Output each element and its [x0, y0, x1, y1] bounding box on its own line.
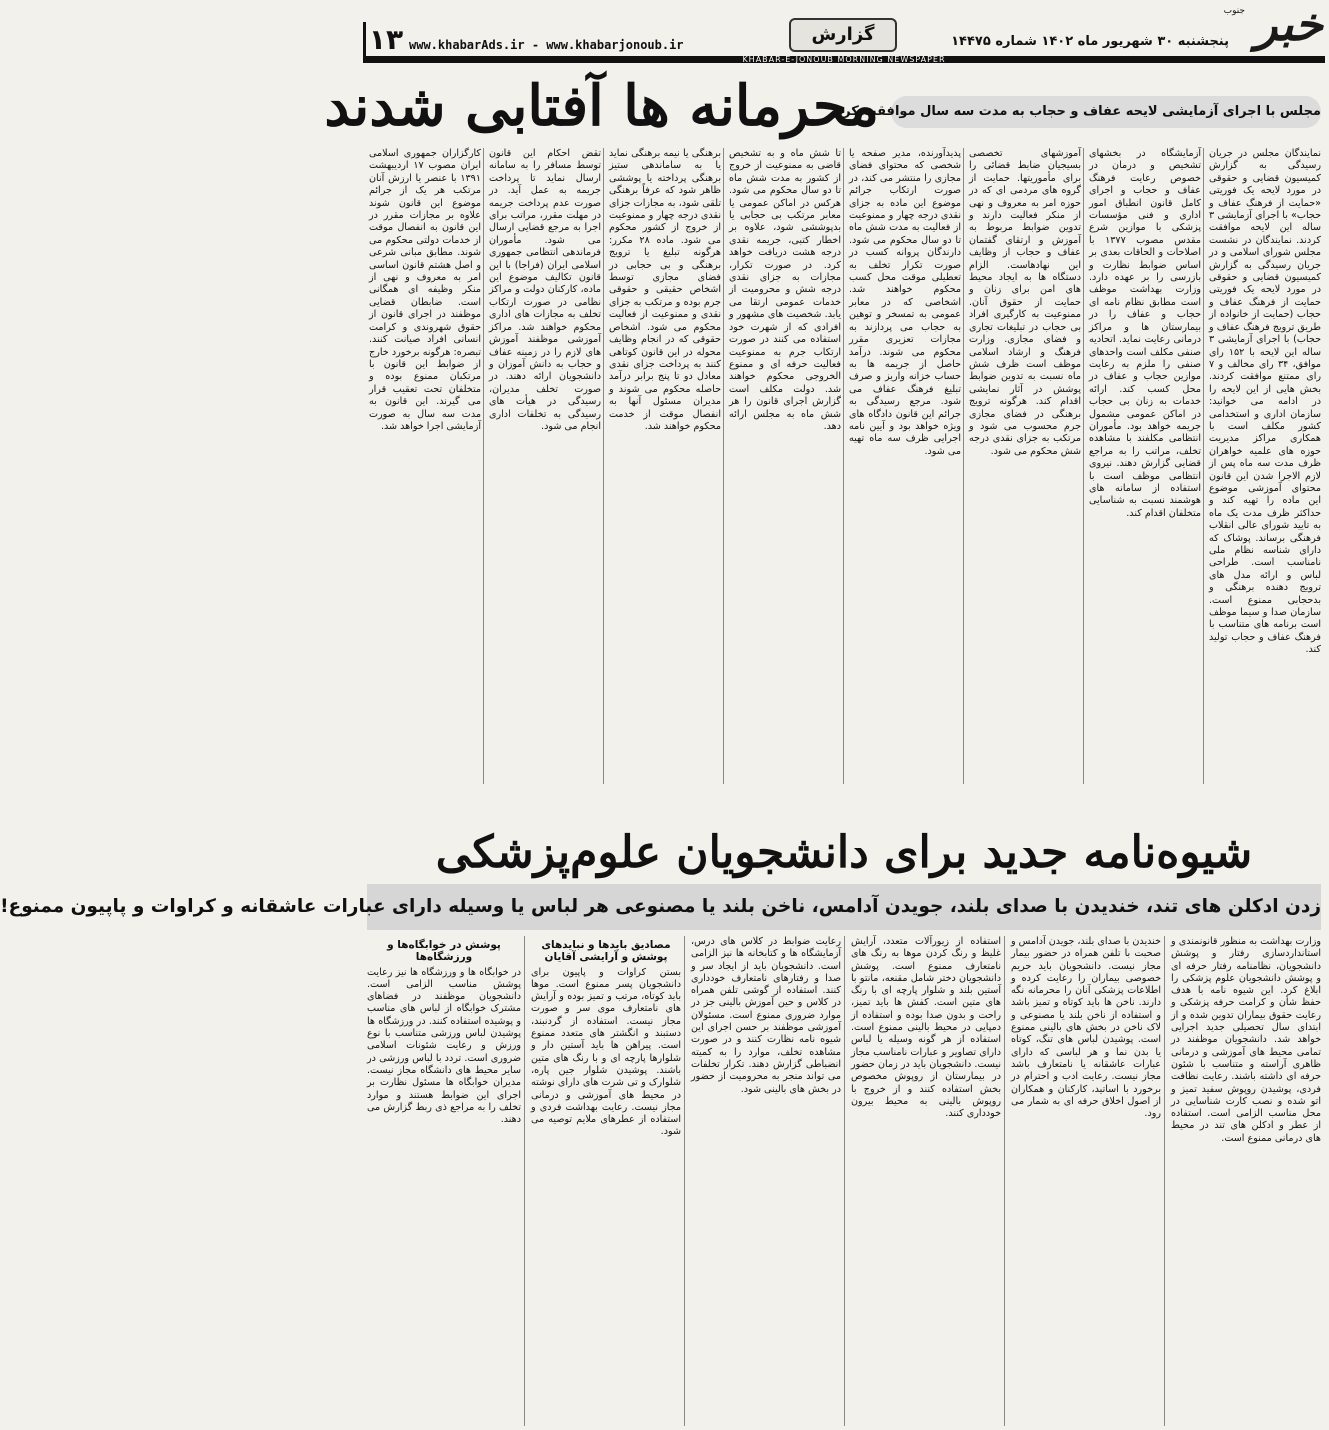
issue-date-line: پنجشنبه ۳۰ شهریور ماه ۱۴۰۲ شماره ۱۴۴۷۵: [951, 34, 1229, 49]
column-divider: [684, 936, 685, 1426]
article1-column: تقض احکام این قانون توسط مسافر را به سامانه ارسال نماید تا پرداخت جریمه به عمل آید. در صورت عدم پرداخت جریمه در مهلت مقرر، مراتب برای اجرا به مرجع قضایی ارسال می شود. مأموران فرماندهی انتظامی جمهوری اسلامی ایران (فراجا) با این قانون تکالیف موضوع این ماده، کارکنان دولت و مراکز نظامی در صورت ارتکاب تخلف به مجازات های اداری محکوم خواهند شد. مراکز آموزشی موظفند آموزش های لازم را در زمینه عفاف و حجاب به دانش آموزان و دانشجویان ارائه دهند. در صورت تخلف مدیران، رسیدگی در هیأت های رسیدگی به تخلفات اداری انجام می شود.: [489, 148, 601, 432]
article2-headline: شیوه‌نامه جدید برای دانشجویان علوم‌پزشکی: [435, 827, 1253, 878]
logo-subtitle: جنوب: [1223, 6, 1245, 16]
column-divider: [1083, 148, 1084, 784]
column-divider: [844, 936, 845, 1426]
article2-column: خندیدن با صدای بلند، جویدن آدامس و صحبت با تلفن همراه در حضور بیمار مجاز نیست. دانشجویان باید حریم خصوصی بیماران را رعایت کرده و اطلاعات پزشکی آنان را محرمانه نگه دارند. ناخن ها باید کوتاه و تمیز باشد و استفاده از ناخن بلند یا مصنوعی و لاک ناخن در بخش های بالینی ممنوع است. پوشیدن لباس های تنگ، کوتاه یا بدن نما و هر لباسی که دارای عبارات عاشقانه یا نامتعارف باشد مجاز نیست. رعایت ادب و احترام در برخورد با اساتید، کارکنان و همکاران از اصول اخلاق حرفه ای به شمار می رود.: [1011, 936, 1161, 1120]
article2-column: [367, 936, 521, 1426]
masthead-tagline: KHABAR-E-JONOUB MORNING NEWSPAPER: [742, 55, 946, 64]
article2-kicker: زدن ادکلن های تند، خندیدن با صدای بلند، جویدن آدامس، ناخن بلند یا مصنوعی هر لباس یا وسیله دارای عبارات عاشقانه و کراوات و پاپیون ممنوع!: [367, 884, 1321, 930]
article1-headline: محرمانه ها آفتابی شدند: [324, 73, 879, 139]
article1-column: برهنگی یا نیمه برهنگی نماید یا به ساماندهی ستیز برهنگی پرداخته یا پوششی ظاهر شود که عرفاً برهنگی تلقی شود، به مجازات جزای نقدی درجه چهار و ممنوعیت از خروج از کشور محکوم می شود. ماده ۲۸ مکرر: هرگونه تبلیغ یا ترویج برهنگی و بی حجابی در فضای مجازی توسط اشخاص حقیقی و حقوقی جرم بوده و مرتکب به جزای نقدی و ممنوعیت از فعالیت محکوم می شود. اشخاص حقوقی که در انجام وظایف محوله در این قانون کوتاهی کنند به پرداخت جزای نقدی معادل دو تا پنج برابر درآمد حاصله محکوم می شوند و مدیران مسئول آنها به انفصال موقت از خدمت محکوم خواهند شد.: [609, 148, 721, 432]
masthead: [359, 0, 1329, 66]
article1-kicker: مجلس با اجرای آزمایشی لایحه عفاف و حجاب به مدت سه سال موافقت کرد: [891, 96, 1321, 128]
article2-column: رعایت ضوابط در کلاس های درس، آزمایشگاه ها و کتابخانه ها نیز الزامی است. دانشجویان باید از ایجاد سر و صدا و رفتارهای نامتعارف خودداری کنند. استفاده از گوشی تلفن همراه در کلاس و حین آموزش بالینی جز در موارد ضروری ممنوع است. مسئولان آموزشی موظفند بر حسن اجرای این شیوه نامه نظارت کنند و در صورت مشاهده تخلف، موارد را به کمیته انضباطی گزارش دهند. تکرار تخلفات می تواند منجر به محرومیت از حضور در بخش های بالینی شود.: [691, 936, 841, 1095]
article2-column: [531, 936, 681, 1426]
column-divider: [1164, 936, 1165, 1426]
article2-subhead: مصادیق بایدها و نبایدهای پوشش و آرایشی آقایان: [541, 939, 671, 964]
column-divider: [1203, 148, 1204, 784]
column-divider: [524, 936, 525, 1426]
article1-column: آزمایشگاه در بخشهای تشخیص و درمان در خصوص رعایت فرهنگ عفاف و حجاب و اجرای کامل قانون انطباق امور اداری و فنی مؤسسات پزشکی با موازین شرع مقدس مصوب ۱۳۷۷ با اصلاحات و الحاقات بعدی بر اساس ضوابط نظارت و بازرسی را بر عهده دارد. وزارت بهداشت موظف است مطابق نظام نامه ای حجاب و عفاف را در بیمارستان ها و مراکز درمانی رعایت نماید. اتحادیه صنفی مکلف است واحدهای صنفی را ملزم به رعایت موازین حجاب و عفاف در محل کسب کند. ارائه خدمات به زنان بی حجاب در اماکن عمومی مشمول جریمه خواهد بود. مأموران انتظامی مکلفند با مشاهده تخلف، مراتب را به مراجع قضایی گزارش دهند. نیروی انتظامی موظف است با استفاده از سامانه های هوشمند نسبت به شناسایی متخلفان اقدام کند.: [1089, 148, 1201, 519]
column-divider: [483, 148, 484, 784]
column-divider: [603, 148, 604, 784]
article2-column-text: بستن کراوات و پاپیون برای دانشجویان پسر ممنوع است. موها باید کوتاه، مرتب و تمیز بوده و آرایش های نامتعارف موی سر و صورت مجاز نیست. استفاده از گردنبند، دستبند و انگشتر های متعدد ممنوع است. پیراهن ها باید آستین دار و شلوارها پارچه ای و با رنگ های متین باشند. پوشیدن شلوار جین پاره، شلوارک و تی شرت های دارای نوشته در محیط های آموزشی و درمانی مجاز نیست. رعایت بهداشت فردی و استفاده از عطرهای ملایم توصیه می شود.: [531, 966, 681, 1138]
article1-body: [367, 148, 1321, 784]
article1-column: تا شش ماه و به تشخیص قاضی به ممنوعیت از خروج از کشور به مدت شش ماه تا دو سال محکوم می شود. هرکس در اماکن عمومی یا معابر مرتکب بی حجابی یا بدپوششی شود، علاوه بر اخطار کتبی، جریمه نقدی درجه هشت دریافت خواهد کرد. در صورت تکرار، مجازات به جزای نقدی درجه شش و محرومیت از خدمات عمومی ارتقا می یابد. شخصیت های مشهور و افرادی که از شهرت خود استفاده می کنند در صورت ارتکاب جرم به ممنوعیت فعالیت حرفه ای و ممنوع الخروجی محکوم خواهند شد. دولت مکلف است گزارش اجرای قانون را هر شش ماه به مجلس ارائه دهد.: [729, 148, 841, 432]
article1-column: نمایندگان مجلس در جریان رسیدگی به گزارش کمیسیون قضایی و حقوقی در مورد لایحه یک فوریتی «حمایت از فرهنگ عفاف و حجاب» با اجرای آزمایشی ۳ ساله این لایحه موافقت کردند. نمایندگان در نشست مجلس شورای اسلامی و در جریان رسیدگی به گزارش کمیسیون قضایی و حقوقی در مورد لایحه یک فوریتی حمایت از فرهنگ عفاف و حجاب (حمایت از خانواده از طریق ترویج فرهنگ عفاف و حجاب) با اجرای آزمایشی ۳ ساله این لایحه با ۱۵۲ رای موافق، ۳۴ رای مخالف و ۷ رای ممتنع موافقت کردند. بخش هایی از این لایحه را در ادامه می خوانید: سازمان اداری و استخدامی کشور مکلف است با همکاری مراکز مدیریت حوزه های علمیه خواهران ظرف مدت سه ماه پس از لازم الاجرا شدن این قانون محتوای آموزشی موضوع این ماده را تهیه کند و حداکثر ظرف مدت یک ماه به تایید شورای عالی انقلاب فرهنگی برساند. پوشاک که دارای شناسه نظام ملی نامناسب است. طراحی لباس و ارائه مدل های ترویج دهنده برهنگی و بدحجابی ممنوع است. سازمان صدا و سیما موظف است برنامه های متناسب با فرهنگ عفاف و حجاب تولید کند.: [1209, 148, 1322, 656]
logo-text: خبر: [1255, 0, 1323, 51]
article2-subhead: پوشش در خوابگاه‌ها و ورزشگاه‌ها: [387, 939, 501, 964]
column-divider: [963, 148, 964, 784]
website-urls: www.khabarAds.ir - www.khabarjonoub.ir: [409, 38, 684, 52]
column-divider: [1004, 936, 1005, 1426]
article2-column-text: در خوابگاه ها و ورزشگاه ها نیز رعایت پوشش مناسب الزامی است. دانشجویان موظفند در فضاهای مشترک خوابگاه از لباس های مناسب و پوشیده استفاده کنند. در ورزشگاه ها پوشیدن لباس ورزشی متناسب با نوع ورزش و رعایت شئونات اسلامی ضروری است. تردد با لباس ورزشی در سایر محیط های دانشگاه مجاز نیست. مدیران خوابگاه ها مسئول نظارت بر اجرای این ضوابط هستند و موارد تخلف را به مراجع ذی ربط گزارش می دهند.: [367, 966, 521, 1126]
newspaper-logo: [1223, 0, 1323, 54]
column-divider: [723, 148, 724, 784]
column-divider: [843, 148, 844, 784]
article2-column: وزارت بهداشت به منظور قانونمندی و استانداردسازی رفتار و پوشش دانشجویان، نظامنامه رفتار حرفه ای و پوشش دانشجویان علوم پزشکی را ابلاغ کرد. این شیوه نامه با هدف حفظ شأن و کرامت حرفه پزشکی و رعایت حقوق بیماران تدوین شده و از ابتدای سال تحصیلی جدید اجرایی خواهد شد. دانشجویان موظفند در تمامی محیط های آموزشی و درمانی ظاهری آراسته و متناسب با شئون حرفه ای داشته باشند. رعایت نظافت فردی، پوشیدن روپوش سفید تمیز و اتو شده و نصب کارت شناسایی در محل مناسب الزامی است. استفاده از عطر و ادکلن های تند در محیط های درمانی ممنوع است.: [1171, 936, 1321, 1144]
article1-column: پدیدآورنده، مدیر صفحه یا شخصی که محتوای فضای مجازی را منتشر می کند، در صورت ارتکاب جرائم موضوع این ماده به جزای نقدی درجه چهار و ممنوعیت از فعالیت به مدت شش ماه تا دو سال محکوم می شود. دارندگان پروانه کسب در صورت تکرار تخلف به تعطیلی موقت محل کسب محکوم خواهند شد. اشخاصی که در معابر عمومی به تمسخر و توهین به حجاب می پردازند به مجازات تعزیری مقرر محکوم می شوند. درآمد حاصل از جریمه ها به حساب خزانه واریز و صرف تبلیغ فرهنگ عفاف می شود. مرجع رسیدگی به جرائم این قانون دادگاه های ویژه خواهد بود و آیین نامه اجرایی ظرف سه ماه تهیه می شود.: [849, 148, 961, 457]
article1-column: کارگزاران جمهوری اسلامی ایران مصوب ۱۷ اردیبهشت ۱۳۹۱ با عنصر یا ارزش آنان مرتکب هر یک از جرائم موضوع این قانون شوند علاوه بر مجازات مقرر در این قانون به انفصال موقت از خدمات دولتی محکوم می شوند. مطابق مبانی شرعی و اصل هشتم قانون اساسی امر به معروف و نهی از منکر وظیفه ای همگانی است. ضابطان قضایی موظفند در اجرای قانون از حقوق شهروندی و کرامت انسانی افراد صیانت کنند. تبصره: هرگونه برخورد خارج از ضوابط این قانون با مرتکبان ممنوع بوده و متخلفان تحت تعقیب قرار می گیرند. این قانون به مدت سه سال به صورت آزمایشی اجرا خواهد شد.: [369, 148, 481, 432]
article1-column: آموزشهای تخصصی بسیجیان ضابط قضائی را برای مأموریتها. حمایت از گروه های مردمی ای که در حوزه امر به معروف و نهی از منکر فعالیت دارند و تدوین ضوابط مربوط به آموزش و ارتقای گفتمان عفاف و حجاب از وظایف این نهادهاست. الزام دستگاه ها به ایجاد محیط های امن برای زنان و حمایت از حقوق آنان. ممنوعیت به کارگیری افراد بی حجاب در تبلیغات تجاری و فضای مجازی. وزارت فرهنگ و ارشاد اسلامی موظف است ظرف شش ماه نسبت به تدوین ضوابط پوشش در آثار نمایشی اقدام کند. هرگونه ترویج برهنگی در فضای مجازی جرم محسوب می شود و مرتکب به جزای نقدی درجه شش محکوم می شود.: [969, 148, 1081, 457]
page-number: ۱۳: [363, 22, 406, 58]
article2-column: استفاده از زیورآلات متعدد، آرایش غلیظ و رنگ کردن موها به رنگ های نامتعارف ممنوع است. پوشش دانشجویان دختر شامل مقنعه، مانتو با آستین بلند و شلوار پارچه ای با رنگ های متین است. کفش ها باید تمیز، راحت و بدون صدا بوده و استفاده از دمپایی در محیط بالینی ممنوع است. استفاده از هر گونه وسیله یا لباس دارای تصاویر و عبارات نامناسب مجاز نیست. دانشجویان باید در زمان حضور در بیمارستان از روپوش مخصوص بخش استفاده کنند و از خروج با روپوش بالینی به محیط بیرون خودداری کنند.: [851, 936, 1001, 1120]
section-label: گزارش: [789, 18, 897, 52]
